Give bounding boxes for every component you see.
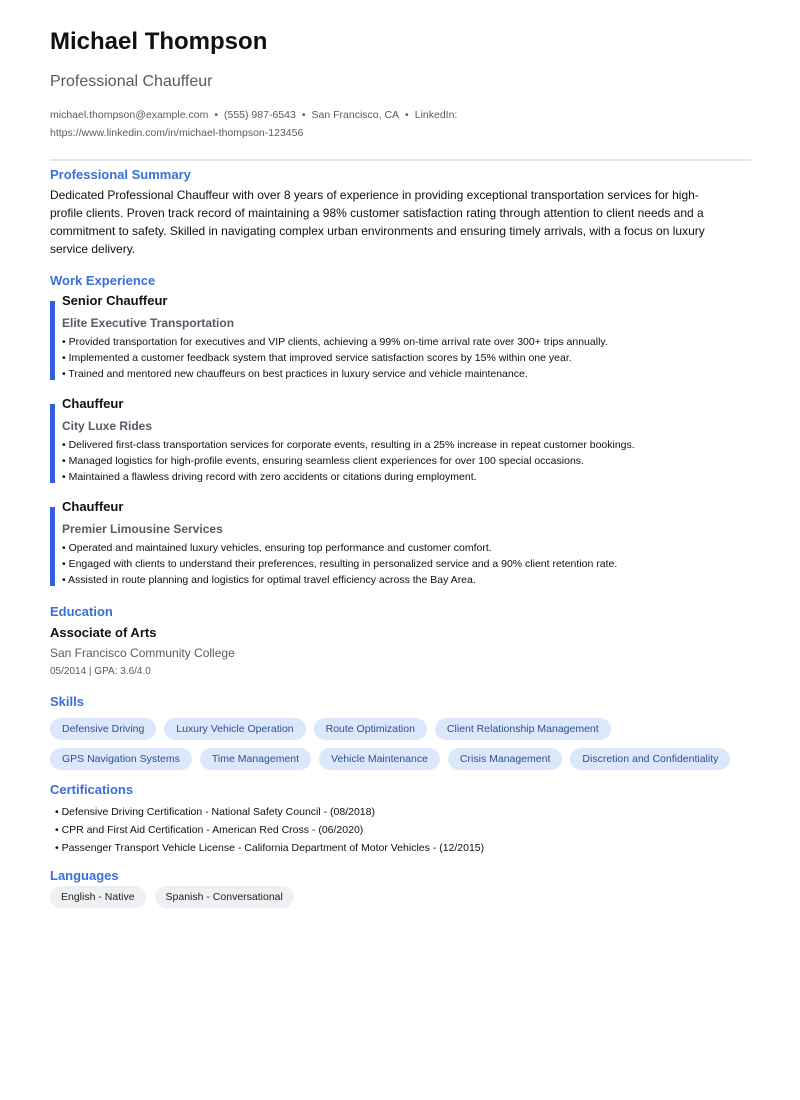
skills-heading: Skills bbox=[50, 694, 84, 709]
languages-heading: Languages bbox=[50, 868, 119, 883]
candidate-name: Michael Thompson bbox=[50, 28, 268, 55]
skill-chip: Route Optimization bbox=[314, 718, 427, 740]
job-role: Chauffeur bbox=[62, 396, 124, 411]
summary-text: Dedicated Professional Chauffeur with over 8 years of experience in providing exceptional transportation services for high-profile clients. Proven track record of maintaining a 98% customer satisfaction rating through attention to client needs and a commitment to safety. Skilled in navigating complex urban environments and ensuring timely arrivals, with a focus on luxury service delivery. bbox=[50, 188, 705, 256]
contact-separator: • bbox=[301, 109, 306, 121]
job-role: Chauffeur bbox=[62, 499, 124, 514]
job-company: City Luxe Rides bbox=[62, 419, 153, 433]
certification-item: • CPR and First Aid Certification - American Red Cross - (06/2020) bbox=[55, 824, 364, 836]
skill-chip: Crisis Management bbox=[448, 748, 562, 770]
certifications-list bbox=[50, 803, 751, 857]
education-heading: Education bbox=[50, 604, 113, 619]
education-meta: 05/2014 | GPA: 3.6/4.0 bbox=[50, 666, 151, 677]
job-bullets bbox=[62, 437, 751, 485]
skill-chip: Defensive Driving bbox=[50, 718, 156, 740]
contact-location: San Francisco, CA bbox=[311, 109, 400, 121]
skill-chip: Discretion and Confidentiality bbox=[570, 748, 730, 770]
job-accent-bar bbox=[50, 507, 55, 586]
resume-page bbox=[50, 28, 751, 908]
skills-list bbox=[50, 718, 750, 770]
skill-chip: Time Management bbox=[200, 748, 311, 770]
job-bullet: • Managed logistics for high-profile events, ensuring seamless client experiences for over 100 special occasions. bbox=[62, 455, 584, 467]
job-bullet: • Maintained a flawless driving record with zero accidents or citations during employment. bbox=[62, 471, 477, 483]
certification-item: • Defensive Driving Certification - National Safety Council - (08/2018) bbox=[55, 806, 375, 818]
job-entry bbox=[50, 293, 751, 382]
job-accent-bar bbox=[50, 301, 55, 380]
language-chip: English - Native bbox=[50, 886, 146, 908]
contact-line bbox=[50, 106, 470, 142]
job-accent-bar bbox=[50, 404, 55, 483]
skill-chip: Client Relationship Management bbox=[435, 718, 611, 740]
contact-email[interactable]: michael.thompson@example.com bbox=[50, 109, 209, 121]
skill-chip: GPS Navigation Systems bbox=[50, 748, 192, 770]
job-role: Senior Chauffeur bbox=[62, 293, 168, 308]
job-bullet: • Engaged with clients to understand their preferences, resulting in personalized service and a 90% client retention rate. bbox=[62, 558, 618, 570]
job-bullet: • Provided transportation for executives and VIP clients, achieving a 99% on-time arrival rate over 300+ trips annually. bbox=[62, 336, 608, 348]
header-divider bbox=[50, 159, 751, 161]
candidate-title: Professional Chauffeur bbox=[50, 73, 213, 90]
languages-list bbox=[50, 886, 751, 908]
certification-item: • Passenger Transport Vehicle License - California Department of Motor Vehicles - (12/2015) bbox=[55, 842, 485, 854]
job-company: Premier Limousine Services bbox=[62, 522, 223, 536]
job-bullet: • Trained and mentored new chauffeurs on best practices in luxury service and vehicle maintenance. bbox=[62, 368, 528, 380]
job-bullet: • Implemented a customer feedback system that improved service satisfaction scores by 15% within one year. bbox=[62, 352, 572, 364]
job-entry bbox=[50, 499, 751, 588]
job-bullets bbox=[62, 334, 751, 382]
education-school: San Francisco Community College bbox=[50, 646, 235, 660]
education-degree: Associate of Arts bbox=[50, 625, 157, 640]
job-bullets bbox=[62, 540, 751, 588]
skill-chip: Luxury Vehicle Operation bbox=[164, 718, 305, 740]
contact-linkedin-url[interactable]: https://www.linkedin.com/in/michael-thompson-123456 bbox=[50, 127, 304, 139]
job-entry bbox=[50, 396, 751, 485]
language-chip: Spanish - Conversational bbox=[155, 886, 294, 908]
contact-linkedin-label: LinkedIn: bbox=[414, 109, 458, 121]
work-heading: Work Experience bbox=[50, 273, 156, 288]
skill-chip: Vehicle Maintenance bbox=[319, 748, 440, 770]
summary-heading: Professional Summary bbox=[50, 167, 191, 182]
job-bullet: • Operated and maintained luxury vehicles, ensuring top performance and customer comfort. bbox=[62, 542, 492, 554]
contact-phone: (555) 987-6543 bbox=[224, 109, 296, 121]
contact-separator: • bbox=[214, 109, 218, 121]
job-company: Elite Executive Transportation bbox=[62, 316, 235, 330]
contact-separator: • bbox=[405, 109, 409, 121]
job-bullet: • Assisted in route planning and logistics for optimal travel efficiency across the Bay Area. bbox=[62, 574, 476, 586]
certifications-heading: Certifications bbox=[50, 782, 134, 797]
job-bullet: • Delivered first-class transportation services for corporate events, resulting in a 25% increase in repeat customer bookings. bbox=[62, 439, 635, 451]
